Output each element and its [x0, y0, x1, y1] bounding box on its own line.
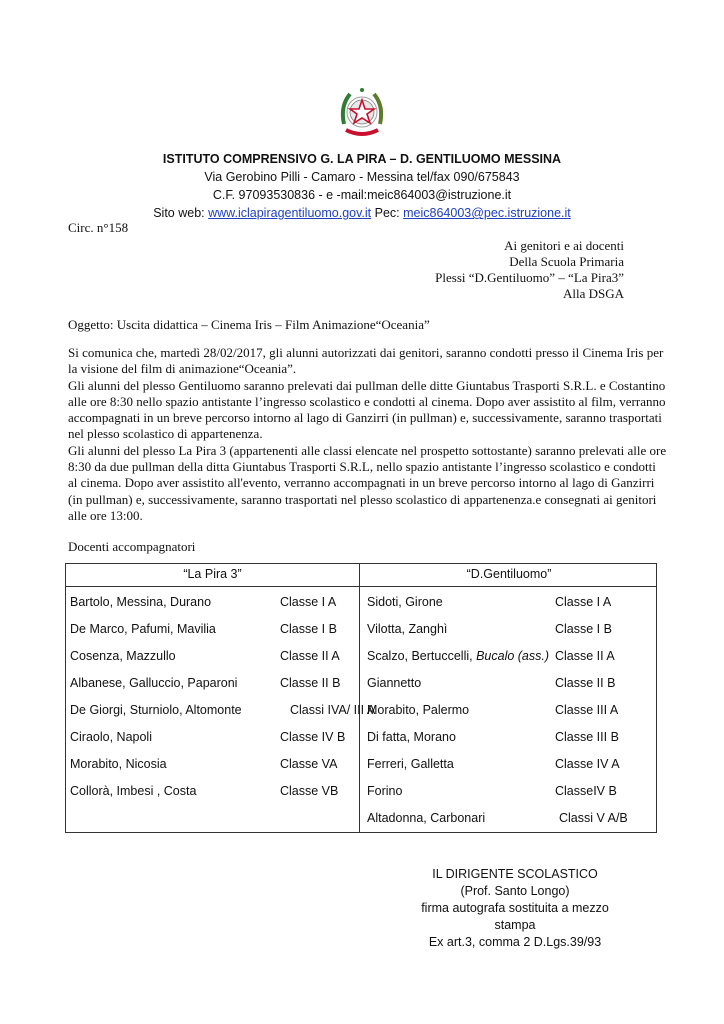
school-address: Via Gerobino Pilli - Camaro - Messina tel/fax 090/675843 [204, 170, 520, 184]
signature-line: IL DIRIGENTE SCOLASTICO [432, 867, 598, 881]
recipient-line: Alla DSGA [562, 286, 624, 301]
table-row [367, 730, 655, 746]
row-names [367, 649, 549, 663]
row-names: Morabito, Palermo [367, 703, 470, 717]
row-class: Classe IV B [280, 730, 346, 744]
recipient-line: Plessi “D.Gentiluomo” – “La Pira3” [435, 270, 624, 285]
recipient-line: Della Scuola Primaria [509, 254, 624, 269]
row-class: Classi IVA/ III A [290, 703, 376, 717]
row-class: ClasseIV B [555, 784, 617, 798]
school-name: ISTITUTO COMPRENSIVO G. LA PIRA – D. GENTILUOMO MESSINA [162, 152, 562, 166]
circular-number: Circ. n°158 [68, 220, 129, 235]
row-class: Classe IV A [555, 757, 620, 771]
row-class: Classe II A [280, 649, 340, 663]
row-names: Collorà, Imbesi , Costa [70, 784, 197, 798]
teachers-table [65, 563, 657, 833]
row-names: Cosenza, Mazzullo [70, 649, 176, 663]
row-class: Classe VA [280, 757, 338, 771]
table-row [367, 595, 655, 611]
row-names: Giannetto [367, 676, 422, 690]
row-class: Classe III A [555, 703, 619, 717]
table-row [70, 730, 358, 746]
row-names: Di fatta, Morano [367, 730, 456, 744]
row-class: Classe I A [555, 595, 612, 609]
row-class: Classe II A [555, 649, 615, 663]
row-names-italic: Bucalo (ass.) [476, 649, 550, 663]
website-link[interactable]: www.iclapiragentiluomo.gov.it [208, 206, 372, 220]
table-row [70, 757, 358, 773]
row-names: Forino [367, 784, 403, 798]
school-cf-mail: C.F. 97093530836 - e -mail:meic864003@istruzione.it [212, 188, 512, 202]
body-paragraph: Gli alunni del plesso Gentiluomo saranno prelevati dai pullman delle ditte Giuntabus Trasporti S.R.L. e Costantino alle ore 8:30 nello spazio antistante l’ingresso scolastico e condotti al cinema. Dopo aver assistito al film, verranno accompagnati in un breve percorso intorno al lago di Ganzirri (in pullman) e, successivamente, saranno trasportati nel plesso scolastico di appartenenza. [68, 377, 666, 442]
signature-line: (Prof. Santo Longo) [460, 884, 570, 898]
row-class: Classe I A [280, 595, 337, 609]
row-names: Ferreri, Galletta [367, 757, 454, 771]
table-row [70, 676, 358, 692]
column-header-gentiluomo: “D.Gentiluomo” [466, 567, 552, 581]
row-names: De Marco, Pafumi, Mavilia [70, 622, 216, 636]
row-names: Sidoti, Girone [367, 595, 443, 609]
table-row [70, 622, 358, 638]
row-names: De Giorgi, Sturniolo, Altomonte [70, 703, 242, 717]
table-row [70, 649, 358, 665]
table-row [367, 811, 655, 827]
signature-line: firma autografa sostituita a mezzo stampa [421, 901, 609, 932]
row-class: Classe VB [280, 784, 339, 798]
row-names: Bartolo, Messina, Durano [70, 595, 212, 609]
row-class: Classi V A/B [559, 811, 628, 825]
table-row [367, 784, 655, 800]
row-names: Altadonna, Carbonari [367, 811, 486, 825]
table-row [70, 703, 376, 719]
row-names: Albanese, Galluccio, Paparoni [70, 676, 238, 690]
republic-emblem-icon [336, 84, 388, 142]
table-row [367, 649, 655, 665]
row-names: Ciraolo, Napoli [70, 730, 152, 744]
table-row [367, 703, 655, 719]
row-names-regular: Scalzo, Bertuccelli, [367, 649, 477, 663]
pec-link[interactable]: meic864003@pec.istruzione.it [403, 206, 571, 220]
table-row [367, 757, 655, 773]
body-paragraph: Si comunica che, martedì 28/02/2017, gli alunni autorizzati dai genitori, saranno condotti presso il Cinema Iris per la visione del film di animazione“Oceania”. [68, 345, 664, 377]
body-text [68, 345, 668, 524]
subject-line: Oggetto: Uscita didattica – Cinema Iris – Film Animazione“Oceania” [68, 317, 430, 332]
row-class: Classe I B [280, 622, 337, 636]
row-names: Vilotta, Zanghì [367, 622, 448, 636]
table-row [70, 595, 358, 611]
row-class: Classe II B [280, 676, 341, 690]
signature-block [400, 866, 630, 951]
table-row [367, 676, 655, 692]
row-class: Classe II B [555, 676, 616, 690]
row-class: Classe I B [555, 622, 612, 636]
pec-label: Pec: [371, 206, 404, 220]
docenti-label: Docenti accompagnatori [68, 539, 196, 554]
table-row [70, 784, 358, 800]
table-divider-vertical [359, 564, 360, 832]
body-paragraph: Gli alunni del plesso La Pira 3 (appartenenti alle classi elencate nel prospetto sottostante) saranno prelevati alle ore 8:30 da due pullman della ditta Giuntabus Trasporti S.R.L, nello spazio antistante l’ingresso scolastico e condotti al cinema. Dopo aver assistito all'evento, verranno accompagnati in un breve percorso intorno al lago di Ganzirri (in pullman) e, successivamente, saranno trasportati nel plesso scolastico di appartenenza.e consegnati ai genitori alle ore 13:00. [68, 442, 667, 523]
row-names: Morabito, Nicosia [70, 757, 167, 771]
column-header-la-pira: “La Pira 3” [183, 567, 242, 581]
signature-line: Ex art.3, comma 2 D.Lgs.39/93 [428, 935, 602, 949]
letterhead [0, 150, 724, 222]
recipients-block [435, 238, 624, 302]
table-divider-horizontal [66, 586, 656, 587]
recipient-line: Ai genitori e ai docenti [504, 238, 624, 253]
row-class: Classe III B [555, 730, 619, 744]
site-label: Sito web: [153, 206, 209, 220]
table-row [367, 622, 655, 638]
